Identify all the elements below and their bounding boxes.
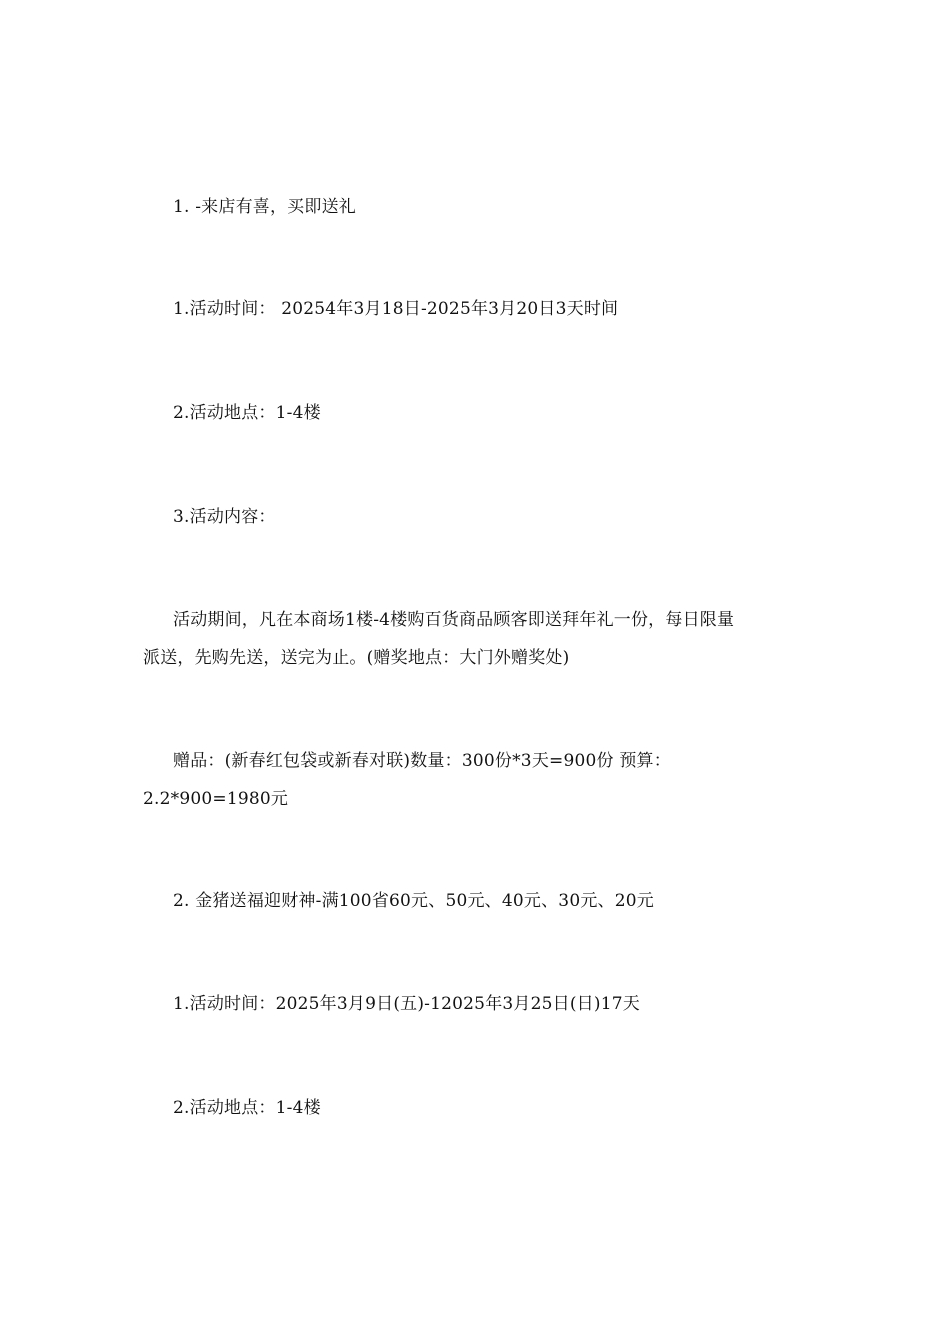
section-1-activity-content-label: 3.活动内容： [173,507,276,527]
section-1-activity-place: 2.活动地点：1-4楼 [173,403,321,423]
section-1-gift-line-1: 赠品：(新春红包袋或新春对联)数量：300份*3天=900份 预算： [173,751,671,771]
section-2-title: 2. 金猪送福迎财神-满100省60元、50元、40元、30元、20元 [173,891,654,911]
section-2-activity-place: 2.活动地点：1-4楼 [173,1098,321,1118]
section-1-title: 1. -来店有喜，买即送礼 [173,197,356,217]
section-2-activity-time: 1.活动时间：2025年3月9日(五)-12025年3月25日(日)17天 [173,994,640,1014]
section-1-content-line-2: 派送，先购先送，送完为止。(赠奖地点：大门外赠奖处) [143,648,570,668]
section-1-content-line-1: 活动期间，凡在本商场1楼-4楼购百货商品顾客即送拜年礼一份，每日限量 [173,610,735,630]
section-1-gift-line-2: 2.2*900=1980元 [143,789,289,809]
section-1-activity-time: 1.活动时间： 20254年3月18日-2025年3月20日3天时间 [173,299,619,319]
